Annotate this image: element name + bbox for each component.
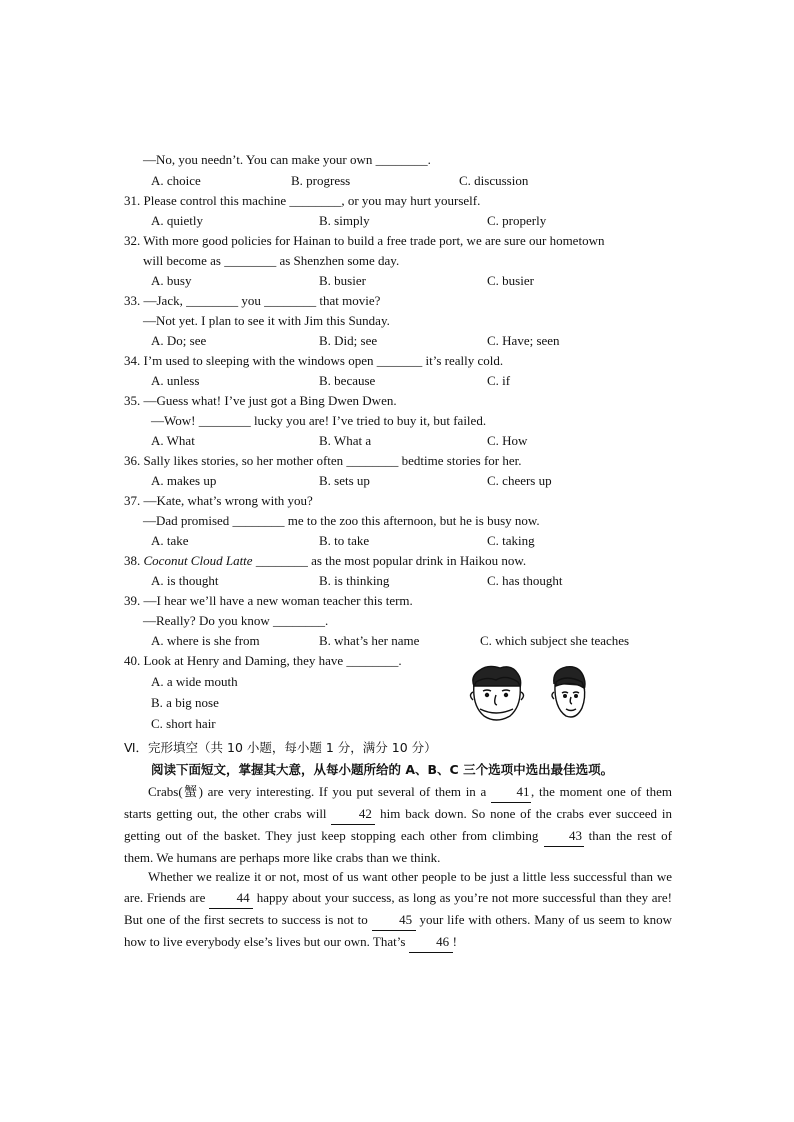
q33-option-a: A. Do; see: [151, 333, 207, 348]
p1-text-b: , the moment one of them starts getting out, the other crabs will: [124, 784, 672, 821]
q37-option-c: C. taking: [487, 533, 535, 548]
q35-option-c: C. How: [487, 433, 528, 448]
q40-stem: 40. Look at Henry and Daming, they have ________.: [124, 653, 402, 668]
henry-face: [471, 666, 524, 720]
blank-45: 45: [372, 909, 416, 931]
q37-stem-line2: —Dad promised ________ me to the zoo this afternoon, but he is busy now.: [143, 513, 540, 528]
q40-option-c: C. short hair: [151, 716, 216, 731]
q30-stem: —No, you needn’t. You can make your own ________.: [143, 152, 431, 167]
q37-option-b: B. to take: [319, 533, 370, 548]
q30-option-b: B. progress: [291, 173, 351, 188]
q32-stem-line1: 32. With more good policies for Hainan to build a free trade port, we are sure our hometown: [124, 233, 605, 248]
q38-stem: [124, 553, 526, 569]
q32-option-c: C. busier: [487, 273, 534, 288]
q39-option-c: C. which subject she teaches: [480, 633, 630, 648]
p1-text-a: Crabs(蟹) are very interesting. If you put several of them in a: [148, 784, 492, 799]
p2-text-c: your life with others. Many of us seem to know how to live everybody else’s lives but our own. That’s: [124, 912, 672, 949]
q38-option-b: B. is thinking: [319, 573, 390, 588]
section6-instruction: 阅读下面短文，掌握其大意，从每小题所给的 A、B、C 三个选项中选出最佳选项。: [151, 762, 614, 777]
q33-option-c: C. Have; seen: [487, 333, 560, 348]
p2-text-d: !: [452, 934, 457, 949]
blank-42: 42: [331, 803, 375, 825]
henry-daming-faces-illustration: [466, 662, 596, 726]
blank-43: 43: [544, 825, 584, 847]
q39-stem-line1: 39. —I hear we’ll have a new woman teacher this term.: [124, 593, 413, 608]
q32-option-a: A. busy: [151, 273, 192, 288]
q31-option-b: B. simply: [319, 213, 370, 228]
q38-option-a: A. is thought: [151, 573, 219, 588]
q34-option-a: A. unless: [151, 373, 200, 388]
q38-number: 38.: [124, 553, 141, 568]
q33-option-b: B. Did; see: [319, 333, 378, 348]
p1-text-d: than the rest of them. We humans are perhaps more like crabs than we think.: [124, 828, 672, 865]
q32-stem-line2: will become as ________ as Shenzhen some day.: [143, 253, 400, 268]
q38-option-c: C. has thought: [487, 573, 563, 588]
q31-option-c: C. properly: [487, 213, 547, 228]
q39-option-b: B. what’s her name: [319, 633, 420, 648]
q33-stem-line1: 33. —Jack, ________ you ________ that movie?: [124, 293, 381, 308]
q32-option-b: B. busier: [319, 273, 366, 288]
q34-option-c: C. if: [487, 373, 511, 388]
q35-stem-line2: —Wow! ________ lucky you are! I’ve tried to buy it, but failed.: [151, 413, 487, 428]
q37-stem-line1: 37. —Kate, what’s wrong with you?: [124, 493, 313, 508]
q35-option-b: B. What a: [319, 433, 372, 448]
blank-46: 46: [409, 931, 453, 953]
q34-stem: 34. I’m used to sleeping with the windows open _______ it’s really cold.: [124, 353, 504, 368]
q37-option-a: A. take: [151, 533, 189, 548]
q35-stem-line1: 35. —Guess what! I’ve just got a Bing Dwen Dwen.: [124, 393, 397, 408]
blank-44: 44: [209, 887, 253, 909]
q31-option-a: A. quietly: [151, 213, 203, 228]
q34-option-b: B. because: [319, 373, 376, 388]
q30-option-a: A. choice: [151, 173, 201, 188]
daming-face: [552, 667, 585, 717]
q36-option-a: A. makes up: [151, 473, 217, 488]
q38-stem-rest: ________ as the most popular drink in Haikou now.: [252, 553, 527, 568]
q35-option-a: A. What: [151, 433, 195, 448]
q36-option-c: C. cheers up: [487, 473, 552, 488]
p1-text-c: him back down. So none of the crabs ever succeed in getting out of the basket. They just keep stopping each other from climbing: [124, 806, 672, 843]
q39-option-a: A. where is she from: [151, 633, 260, 648]
q36-option-b: B. sets up: [319, 473, 370, 488]
q31-stem: 31. Please control this machine ________, or you may hurt yourself.: [124, 193, 481, 208]
p2-text-b: happy about your success, as long as you’re not more successful than they are! But one of the first secrets to success is not to: [124, 890, 672, 927]
q30-option-c: C. discussion: [459, 173, 529, 188]
passage-paragraph-2: [124, 866, 672, 953]
q39-stem-line2: —Really? Do you know ________.: [143, 613, 329, 628]
p2-text-a: Whether we realize it or not, most of us want other people to be just a little less successful than we are. Friends are: [124, 869, 672, 905]
q38-drink-name: Coconut Cloud Latte: [143, 553, 253, 568]
q36-stem: 36. Sally likes stories, so her mother often ________ bedtime stories for her.: [124, 453, 522, 468]
blank-41: 41: [491, 781, 531, 803]
q40-option-a: A. a wide mouth: [151, 674, 238, 689]
passage-paragraph-1: [124, 781, 672, 868]
section6-heading: Ⅵ．完形填空（共 10 小题，每小题 1 分，满分 10 分）: [124, 740, 437, 755]
q33-stem-line2: —Not yet. I plan to see it with Jim this Sunday.: [143, 313, 390, 328]
q40-option-b: B. a big nose: [151, 695, 219, 710]
